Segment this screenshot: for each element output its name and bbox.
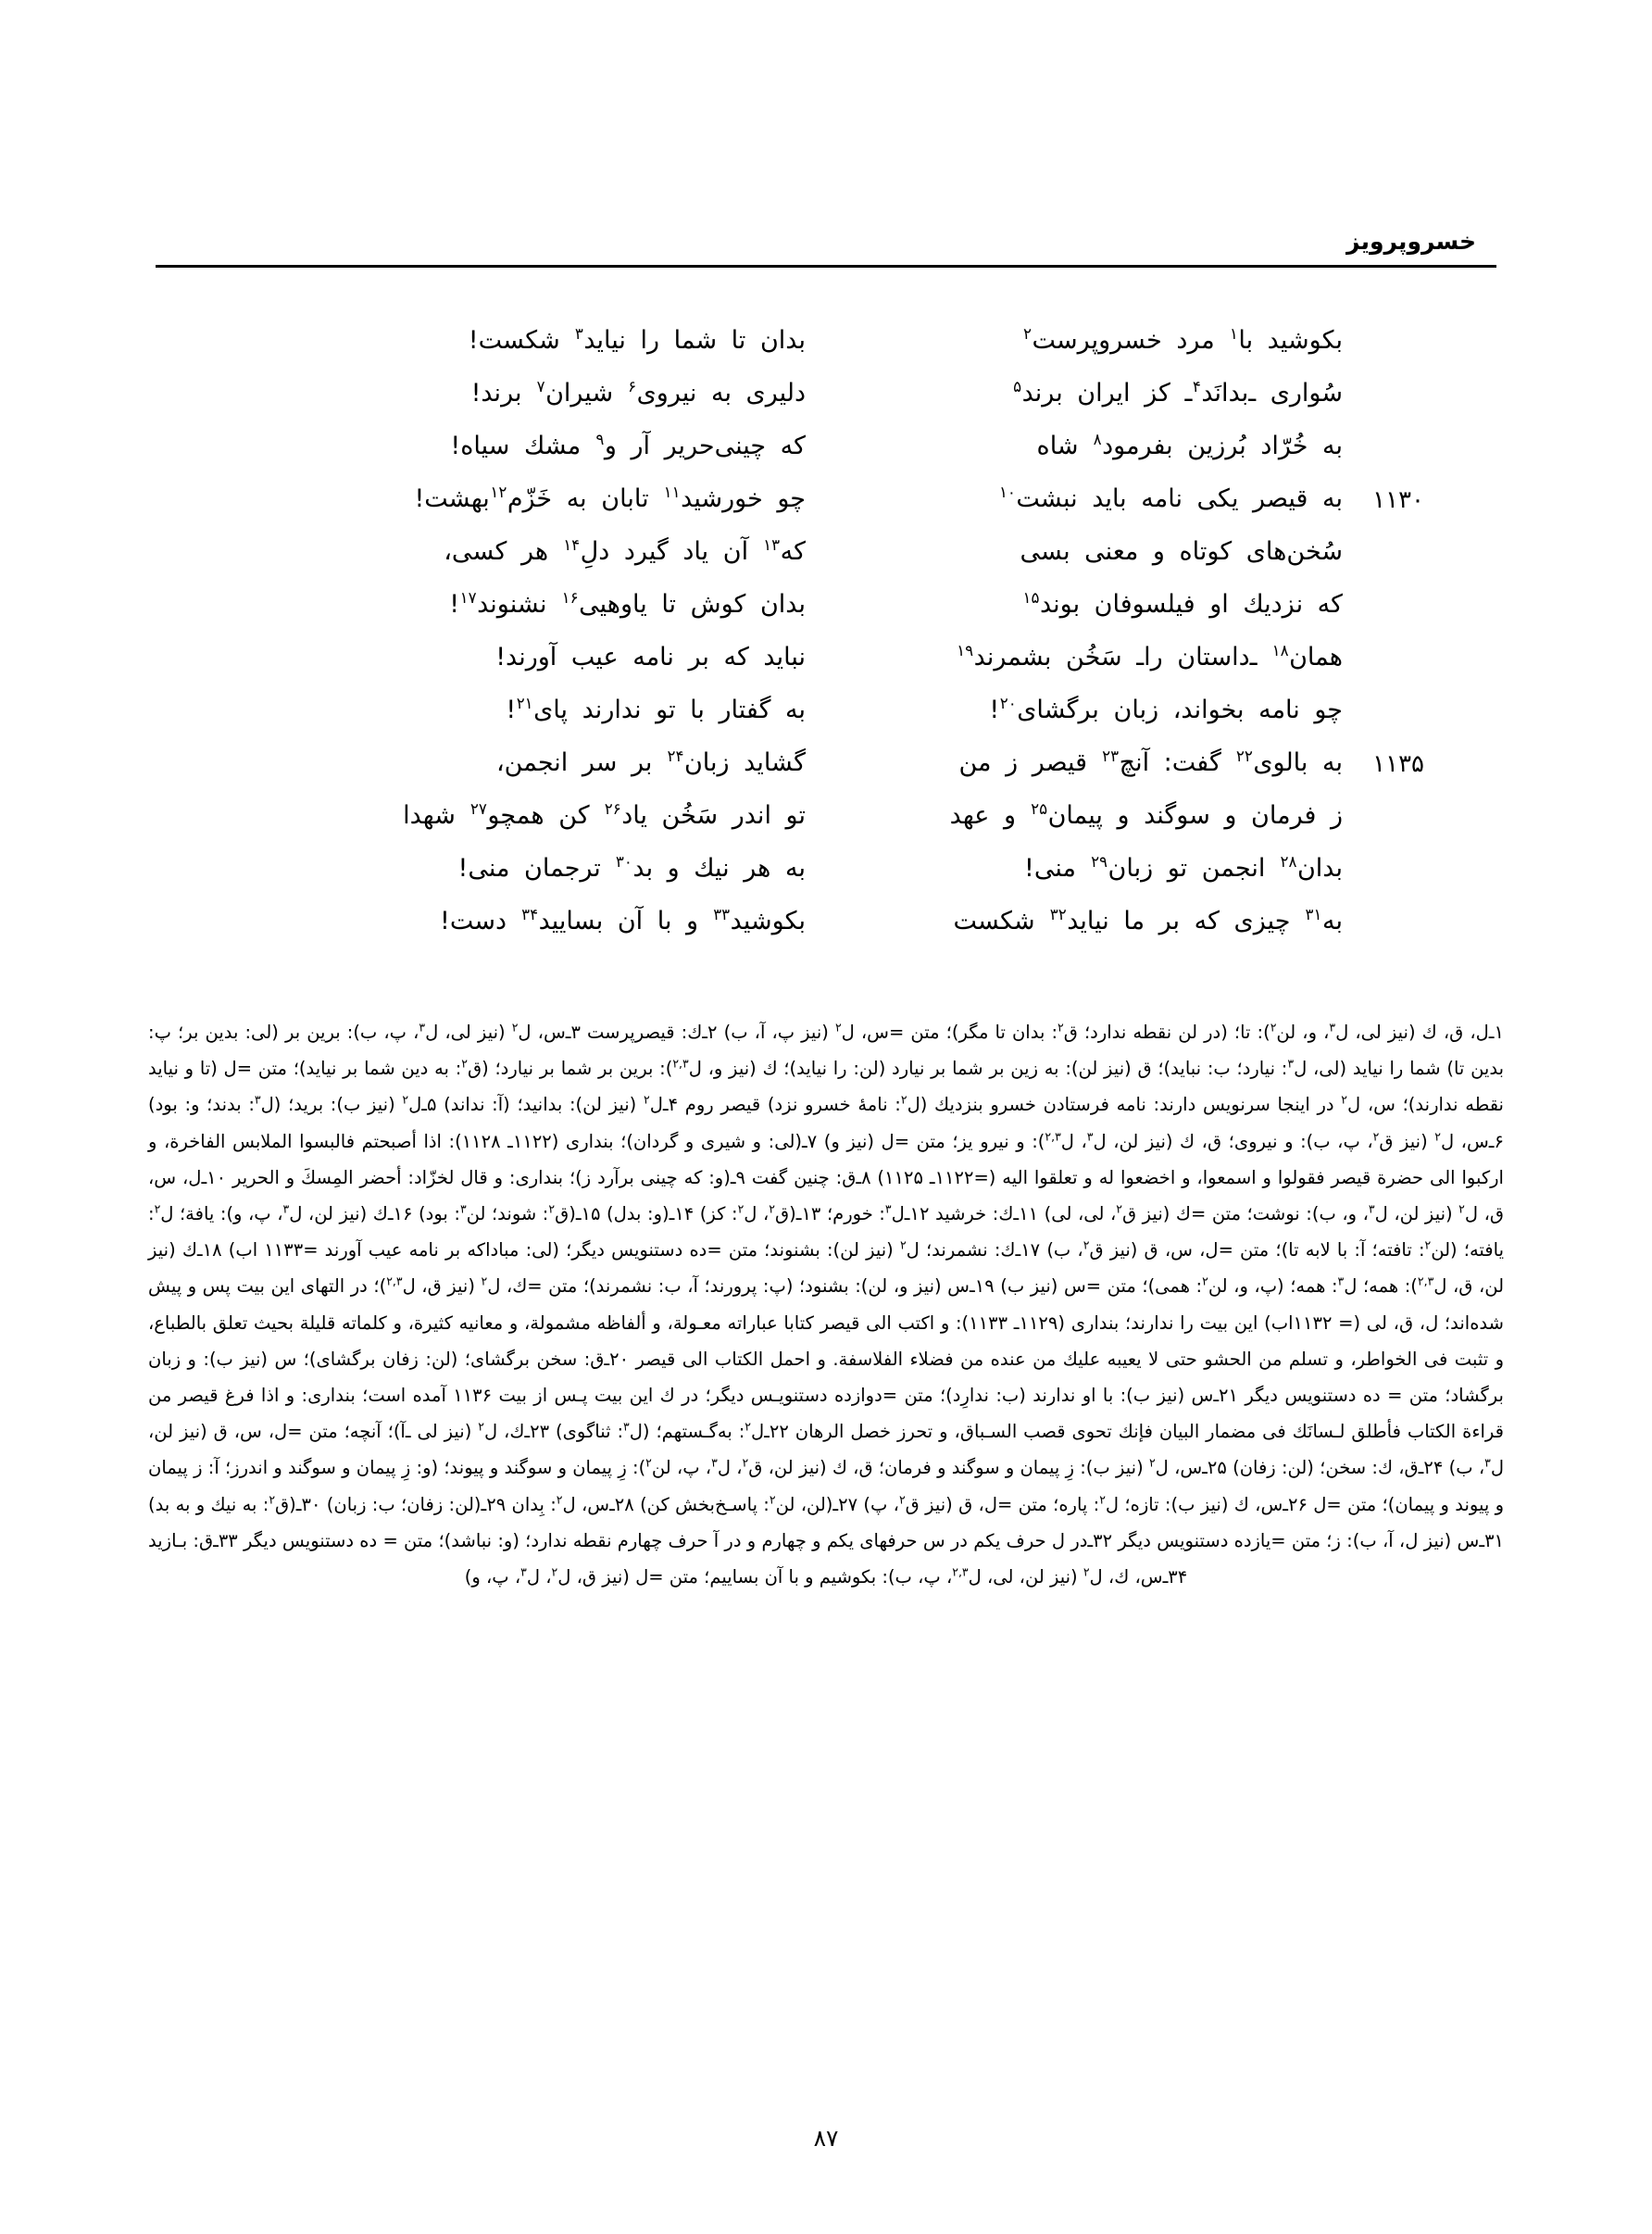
folio-number: ۸۷ [813,2125,839,2152]
verse-line [232,854,1420,907]
hemistich-right [826,696,1420,724]
verse-number: ۱۱۳۰ [1372,486,1424,514]
hemistich-text: به هر نيك و بد$^{۳۰}$ ترجمان منى! [457,852,806,883]
hemistich-right [826,801,1420,830]
hemistich-text: گشايد زبان$^{۲۴}$ بر سر انجمن، [495,747,806,777]
verse-block [232,324,1424,960]
running-head [156,230,1496,278]
hemistich-left [232,801,826,830]
hemistich-right [826,483,1424,514]
hemistich-left [232,854,826,883]
hemistich-text: بدان$^{۲۸}$ انجمن تو زبان$^{۲۹}$ منى! [1024,852,1343,883]
hemistich-left [232,484,826,513]
hemistich-right [826,590,1420,619]
hemistich-text: به قيصر يكى نامه بايد نبشت$^{۱۰}$ [998,483,1343,513]
verse-line [232,643,1420,696]
hemistich-text: ز فرمان و سوگند و پيمان$^{۲۵}$ و عهد [949,799,1343,830]
hemistich-text: چو نامه بخواند، زبان برگشاى$^{۲۰}$! [989,694,1343,724]
critical-apparatus [148,1014,1504,1595]
verse-line [232,747,1424,801]
hemistich-text: سُوارى ـ‌بدانَد$^۴$ـ كز ايران برند$^۵$ [1013,377,1343,408]
hemistich-right [826,379,1420,408]
running-head-title: خسروپرویز [1346,228,1476,255]
hemistich-left [232,590,826,619]
hemistich-text: بدان كوش تا ياوهيى$^{۱۶}$ نشنوند$^{۱۷}$! [449,588,806,619]
verse-line [232,590,1420,643]
hemistich-text: چو خورشيد$^{۱۱}$ تابان به خَزّم$^{۱۲}$بهشت! [414,483,806,513]
hemistich-left [232,696,826,724]
hemistich-text: به بالوى$^{۲۲}$ گفت: آنچ$^{۲۳}$ قيصر ز من [958,747,1343,777]
hemistich-text: همان$^{۱۸}$ ـ‌داستان را‌ـ سَخُن بشمرند$^{۱۹}$ [957,641,1343,671]
hemistich-text: سُخن‌هاى كوتاه و معنى بسى [1020,537,1343,566]
apparatus-paragraph: ۱ـ‌ل، ق، ك (نيز لى، ل$^۳$، و، لن$^۲$): تا؛ (در لن نقطه ندارد؛ ق$^۲$: بدان تا مگر)؛ متن =س، ل$^۲$ (نيز پ، آ، ب) ۲ـ‌ك: قيصرپرست ۳ـ‌س، ل$^۲$ (نيز لى، ل$^۳$، پ، ب): برين بر (لى: بدين بر؛ پ: بدين تا) شما را نيايد (لى، ل$^۳$: نيارد؛ ب: نبايد)؛ ق (نيز لن): به زين بر شما بر نيارد (لن: را نيايد)؛ ك (نيز و، ل$^{۲,۳}$): برين بر شما بر نيارد؛ (ق$^۲$: به دين شما بر نيايد)؛ متن =ل (تا و نيايد نقطه ندارند)؛ س، ل$^۲$ در اينجا سرنويس دارند: نامه فرستادن خسرو بنزديك (ل$^۲$: نامهٔ خسرو نزد) قيصر روم ۴ـ‌ل$^۲$ (نيز لن): بدانيد؛ (آ: نداند) ۵ـ‌ل$^۲$ (نيز ب): بريد؛ (ل$^۳$: بدند؛ و: بود) ۶ـ‌س، ل$^۲$ (نيز ق$^۲$، پ، ب): و نيروى؛ ق، ك (نيز لن، ل$^۳$، ل$^{۲,۳}$): و نيرو يز؛ متن =ل (نيز و) ۷ـ(لى: و شيرى و گردان)؛ بندارى (۱۱۲۲ـ ۱۱۲۸): اذا أصبحتم فالبسوا الملابس الفاخرة، و اركبوا الى حضرة قيصر فقولوا و اسمعوا، و اخضعوا له و تعلقوا اليه (=۱۱۲۲ـ ۱۱۲۵) ۸ـ‌ق: چنين گفت ۹ـ(و: كه چينى برآرد ز)؛ بندارى: و قال لخزّاد: أحضر المِسكَ و الحرير ۱۰ـ‌ل، س، ق، ل$^۲$ (نيز لن، ل$^۳$، و، ب): نوشت؛ متن =ك (نيز ق$^۲$، لى، لى) ۱۱ـ‌ك: خرشيد ۱۲ـ‌ل$^۳$: خورم؛ ۱۳ـ(ق$^۲$، ل$^۲$: كز) ۱۴ـ(و: بدل) ۱۵ـ(ق$^۲$: شوند؛ لن$^۳$: بود) ۱۶ـ‌ك (نيز لن، ل$^۳$، پ، و): يافة؛ ل$^۲$: يافته؛ (لن$^۲$: تافته؛ آ: با لابه تا)؛ متن =ل، س، ق (نيز ق$^۲$، ب) ۱۷ـ‌ك: نشمرند؛ ل$^۲$ (نيز لن): بشنوند؛ متن =ده دستنويس ديگر؛ (لى: مباداكه بر نامه عيب آورند =۱۱۳۳ اب) ۱۸ـ‌ك (نيز لن، ق، ل$^{۲,۳}$): همه؛ ل$^۳$: همه؛ (پ، و، لن$^۲$: همى)؛ متن =س (نيز ب) ۱۹ـ‌س (نيز و، لن): بشنود؛ (پ: پرورند؛ آ، ب: نشمرند)؛ متن =ك، ل$^۲$ (نيز ق، ل$^{۲,۳}$)؛ در التهاى اين بيت پس و پيش شده‌اند؛ ل، ق، لى (= ۱۱۳۲اب) اين بيت را ندارند؛ بندارى (۱۱۲۹ـ ۱۱۳۳): و اكتب الى قيصر كتابا عباراته معـولة، و ألفاظه مشمولة، و معانيه كثيرة، و كلماته قليلة بحيث تعلق بالطباع، و تثبت فى الخواطر، و تسلم من الحشو حتى لا يعيبه عليك من عنده من فضلاء الفلاسفة. و احمل الكتاب الى قيصر ۲۰ـ‌ق: سخن برگشاى؛ (لن: زفان برگشاى)؛ س (نيز ب): و زبان برگشاد؛ متن = ده دستنويس ديگر ۲۱ـ‌س (نيز ب): با او ندارند (ب: ندارِد)؛ متن =دوازده دستنويـس ديگر؛ در ك اين بيت پـس از بيت ۱۱۳۶ آمده است؛ بندارى: و اذا فرغ قيصر من قراءة الكتاب فأطلق لـسانَك فى مضمار البيان فإنك تحوى قصب السـباق، و تحرز خصل الرهان ۲۲ـ‌ل$^۲$: به‌گـستهم؛ (ل$^۳$: ثناگوى) ۲۳ـ‌ك، ل$^۲$ (نيز لى ـ‌آ)؛ آنچه؛ متن =ل، س، ق (نيز لن، ل$^۳$، ب) ۲۴ـ‌ق، ك: سخن؛ (لن: زفان) ۲۵ـ‌س، ل$^۲$ (نيز ب): زِ پيمان و سوگند و فرمان؛ ق، ك (نيز لن، ق$^۲$، ل$^۳$، پ، لن$^۲$): زِ پيمان و سوگند و پيوند؛ (و: زِ پيمان و سوگند و اندرز؛ آ: ز پيمان و پيوند و پيمان)؛ متن =ل ۲۶ـ‌س، ك (نيز ب): تازه؛ ل$^۲$: پاره؛ متن =ل، ق (نيز ق$^۲$، پ) ۲۷ـ(لن، لن$^۲$: پاسـخ‌بخش كن) ۲۸ـ‌س، ل$^۲$: بِدان ۲۹ـ(لن: زفان؛ ب: زبان) ۳۰ـ(ق$^۲$: به نيك و به بد) ۳۱ـ‌س (نيز ل، آ، ب): ز؛ متن =يازده دستنويس ديگر ۳۲ـ‌در ل حرف يكم در س حرفهاى يكم و چهارم و در آ حرف چهارم نقطه ندارد؛ (و: نباشد)؛ متن = ده دستنويس ديگر ۳۳ـ‌ق: بـازيد ۳۴ـ‌س، ك، ل$^۲$ (نيز لن، لى، ل$^{۲,۳}$، پ، ب): بكوشيم و با آن بساييم؛ متن =ل (نيز ق، ل$^۲$، ل$^۳$، پ، و) [148,1020,1505,1588]
hemistich-left [232,907,826,935]
verse-line [232,907,1420,960]
hemistich-text: كه$^{۱۳}$ آن ياد گيرد دلِ$^{۱۴}$ هر كسى، [444,535,806,566]
hemistich-right [826,747,1424,778]
hemistich-text: دليرى به نيروى$^۶$ شيران$^۷$ برند! [470,377,806,408]
hemistich-left [232,748,826,777]
verse-line [232,432,1420,484]
hemistich-right [826,907,1420,935]
hemistich-text: كه نزديك او فيلسوفان بوند$^{۱۵}$ [1022,588,1343,619]
hemistich-text: به گفتار با تو ندارند پاى$^{۲۱}$! [506,694,806,724]
hemistich-text: تو اندر سَخُن ياد$^{۲۶}$ كن همچو$^{۲۷}$ شهدا [403,799,806,830]
hemistich-right [826,854,1420,883]
hemistich-right [826,537,1420,566]
hemistich-left [232,326,826,355]
hemistich-right [826,432,1420,460]
hemistich-right [826,643,1420,671]
verse-line [232,379,1420,432]
hemistich-left [232,432,826,460]
hemistich-left [232,379,826,408]
verse-line [232,483,1424,537]
hemistich-text: كه چينى‌حرير آر و$^۹$ مشك سياه! [450,430,806,460]
hemistich-right [826,326,1420,355]
verse-line [232,696,1420,748]
verse-line [232,801,1420,854]
hemistich-left [232,537,826,566]
verse-line [232,326,1420,379]
verse-line [232,537,1420,590]
running-head-rule [156,265,1496,268]
hemistich-left [232,643,826,671]
hemistich-text: به خُرّاد بُرزين بفرمود$^۸$ شاه [1036,430,1343,460]
hemistich-text: بكوشيد$^{۳۳}$ و با آن بساييد$^{۳۴}$ دست! [440,905,806,935]
hemistich-text: بدان تا شما را نيايد$^۳$ شكست! [468,324,806,355]
hemistich-text: نبايد كه بر نامه عيب آورند! [495,643,806,671]
hemistich-text: بكوشيد با$^۱$ مرد خسروپرست$^۲$ [1023,324,1343,355]
hemistich-text: به$^{۳۱}$ چيزى كه بر ما نيايد$^{۳۲}$ شكست [953,905,1343,935]
verse-number: ۱۱۳۵ [1372,750,1424,778]
